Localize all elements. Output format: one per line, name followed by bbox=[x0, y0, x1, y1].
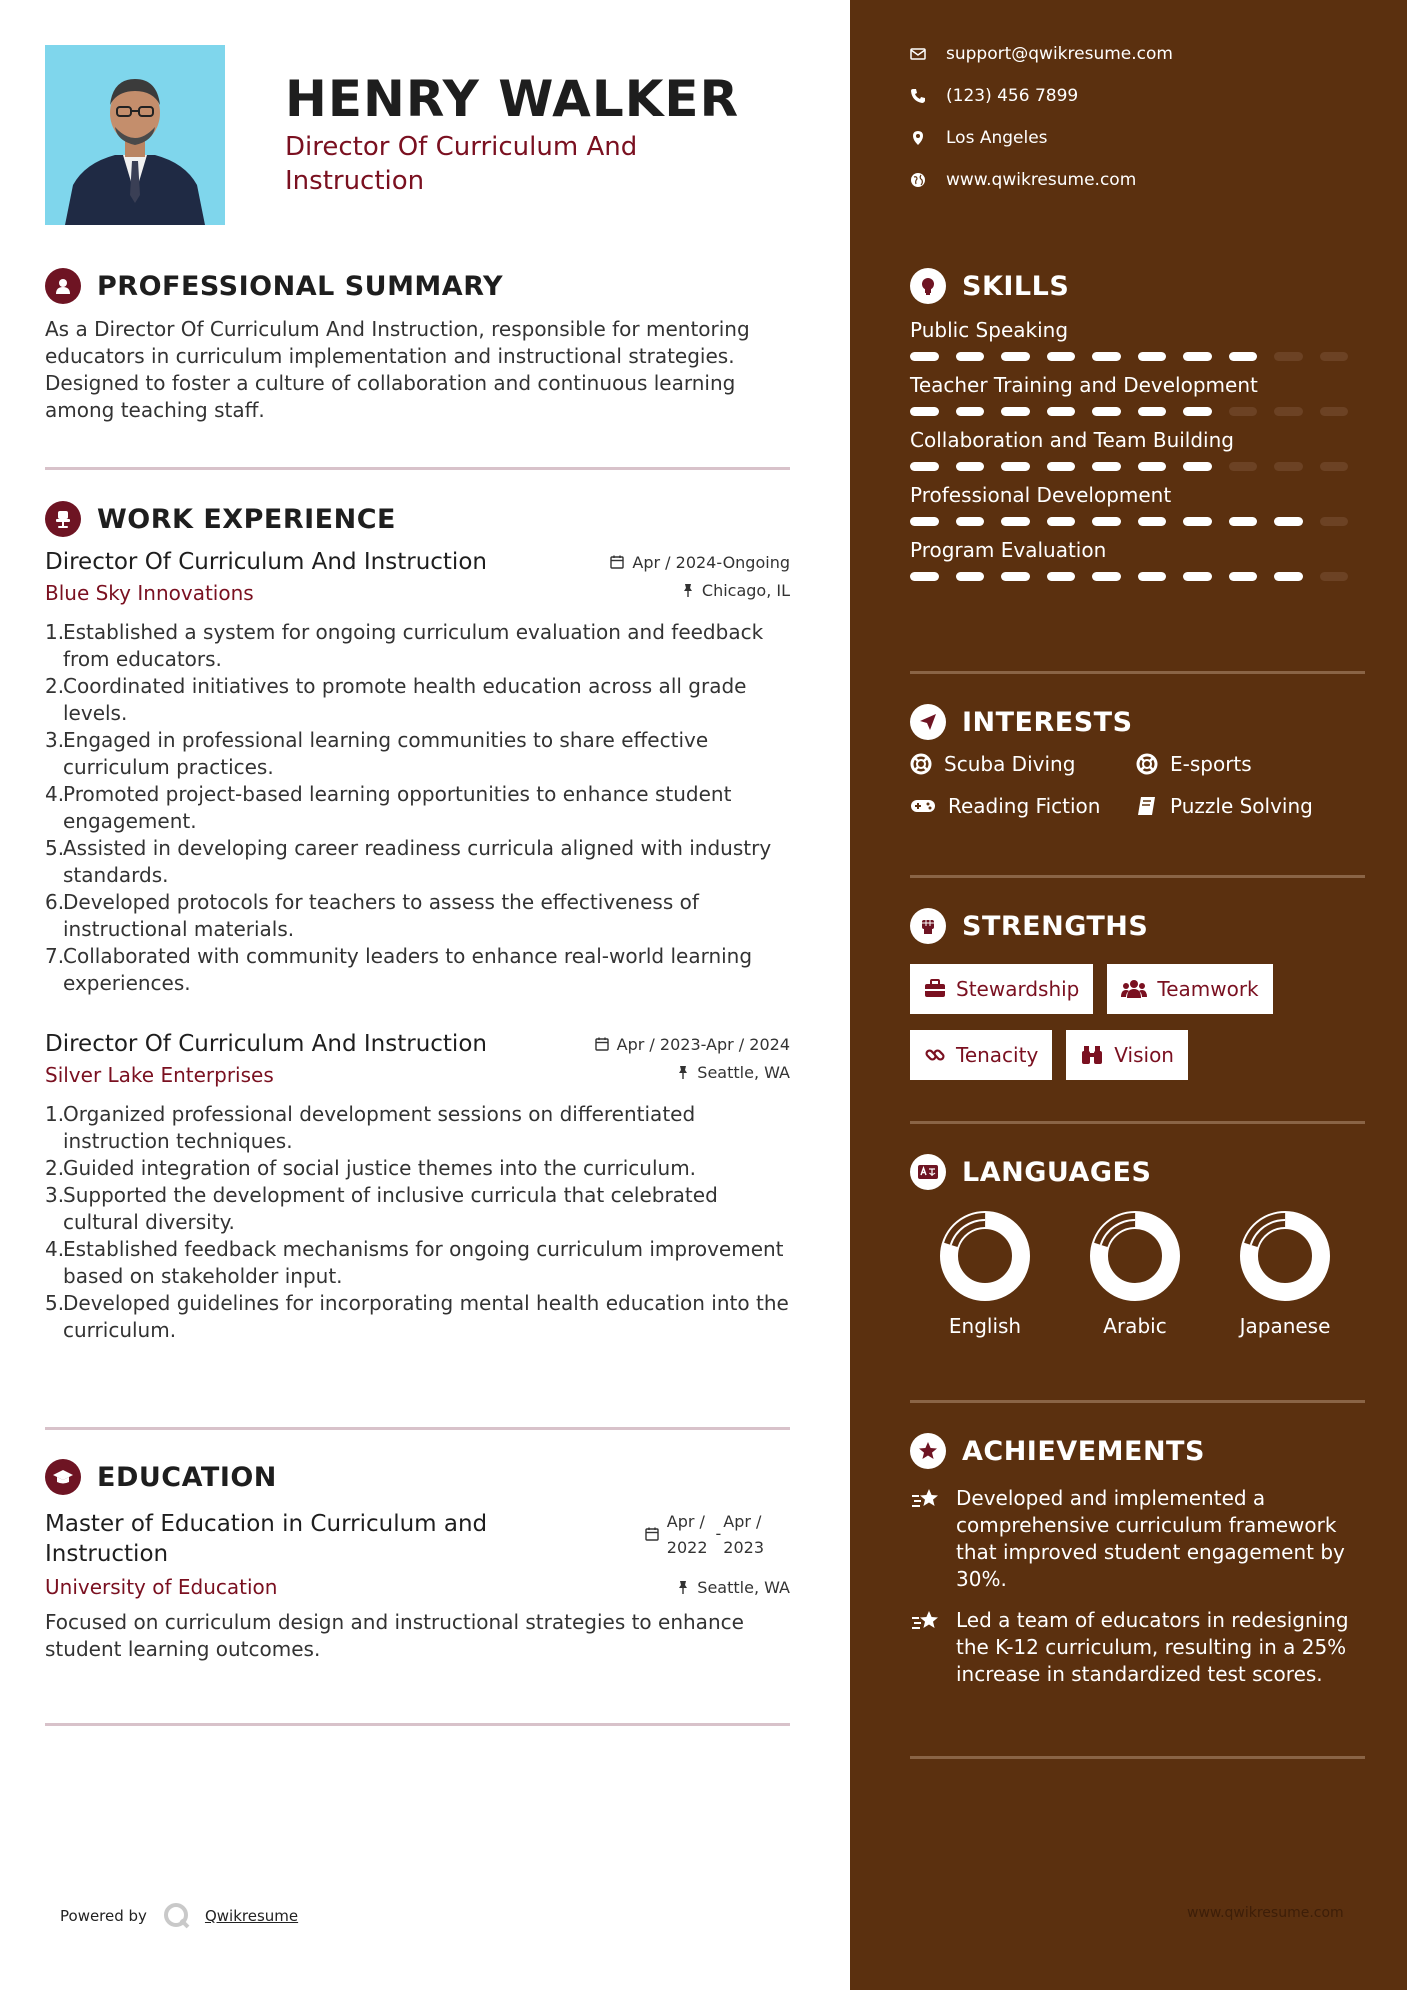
skill-item bbox=[910, 483, 1365, 526]
skill-level-dash bbox=[1047, 352, 1076, 361]
skill-level-dash bbox=[910, 352, 939, 361]
achievement-text: Developed and implemented a comprehensive curriculum framework that improved student engagement by 30%. bbox=[956, 1486, 1345, 1591]
school-name: University of Education bbox=[45, 1575, 278, 1599]
job-entry bbox=[45, 1031, 790, 1344]
skill-level-dash bbox=[1138, 352, 1167, 361]
skill-level-dash bbox=[1274, 517, 1303, 526]
work-experience-section bbox=[45, 499, 790, 1344]
interest-item bbox=[1136, 752, 1336, 776]
skill-level-dash bbox=[1183, 462, 1212, 471]
interest-item bbox=[910, 752, 1136, 776]
language-level-gauge bbox=[1237, 1208, 1333, 1304]
achievement-text: Led a team of educators in redesigning the K-12 curriculum, resulting in a 25% increase in standardized test scores. bbox=[956, 1608, 1349, 1686]
user-icon bbox=[45, 268, 81, 304]
skill-level-dash bbox=[1229, 407, 1258, 416]
education-dates bbox=[645, 1509, 764, 1569]
powered-by bbox=[60, 1902, 298, 1930]
strength-chip bbox=[1066, 1030, 1188, 1080]
map-marker-icon bbox=[910, 130, 926, 146]
divider bbox=[910, 875, 1365, 878]
skill-level-dash bbox=[1229, 352, 1258, 361]
skill-name: Program Evaluation bbox=[910, 538, 1107, 562]
divider bbox=[45, 1723, 790, 1726]
job-location-text: Chicago, IL bbox=[701, 580, 790, 600]
globe-icon bbox=[910, 172, 926, 188]
language-name: Japanese bbox=[1239, 1314, 1331, 1338]
office-chair-icon bbox=[45, 501, 81, 537]
contact-phone bbox=[910, 86, 1078, 106]
section-header bbox=[910, 906, 1365, 946]
raised-fist-icon bbox=[910, 908, 946, 944]
language-name: Arabic bbox=[1103, 1314, 1167, 1338]
section-title: EDUCATION bbox=[97, 1461, 277, 1493]
paper-plane-icon bbox=[910, 704, 946, 740]
list-item: 5. Assisted in developing career readiness curricula aligned with industry standards. bbox=[45, 836, 772, 887]
skill-level-dash bbox=[1092, 407, 1121, 416]
skill-level-dash bbox=[1138, 517, 1167, 526]
skill-level-dash bbox=[1001, 407, 1030, 416]
skill-level-dash bbox=[910, 462, 939, 471]
job-company: Blue Sky Innovations bbox=[45, 581, 254, 605]
language-item bbox=[1210, 1208, 1360, 1338]
section-header bbox=[910, 702, 1365, 742]
candidate-role: Director Of Curriculum And Instruction bbox=[285, 132, 638, 196]
section-title: ACHIEVEMENTS bbox=[962, 1435, 1205, 1467]
skill-level-dash bbox=[910, 572, 939, 581]
divider bbox=[45, 467, 790, 470]
section-header bbox=[910, 1152, 1365, 1192]
job-entry bbox=[45, 549, 790, 997]
job-dates bbox=[610, 553, 790, 572]
skills-section bbox=[910, 266, 1365, 581]
education-text: Focused on curriculum design and instructional strategies to enhance student learning outcomes. bbox=[45, 1610, 744, 1661]
end-month: Apr / bbox=[723, 1512, 762, 1531]
calendar-icon bbox=[610, 555, 624, 569]
section-header bbox=[910, 266, 1365, 306]
link-icon bbox=[924, 1044, 946, 1066]
divider bbox=[910, 1121, 1365, 1124]
skill-level-bar bbox=[910, 572, 1365, 581]
skill-name: Professional Development bbox=[910, 483, 1172, 507]
qwikresume-logo-icon bbox=[163, 1902, 191, 1930]
section-title: PROFESSIONAL SUMMARY bbox=[97, 270, 504, 302]
skill-level-dash bbox=[1001, 462, 1030, 471]
skill-level-bar bbox=[910, 462, 1365, 471]
section-header bbox=[45, 1457, 790, 1497]
calendar-icon bbox=[595, 1037, 609, 1051]
achievements-section bbox=[910, 1431, 1365, 1688]
skill-level-dash bbox=[1047, 517, 1076, 526]
school-location-text: Seattle, WA bbox=[697, 1577, 790, 1597]
skill-level-dash bbox=[1320, 407, 1349, 416]
skill-name: Teacher Training and Development bbox=[910, 373, 1258, 397]
list-item: 1. Established a system for ongoing curriculum evaluation and feedback from educators. bbox=[45, 620, 764, 671]
skill-level-dash bbox=[1229, 462, 1258, 471]
skill-level-dash bbox=[1092, 462, 1121, 471]
skill-name: Collaboration and Team Building bbox=[910, 428, 1234, 452]
achievement-item bbox=[910, 1485, 1365, 1593]
skill-item bbox=[910, 428, 1365, 471]
languages-section bbox=[910, 1152, 1365, 1338]
gamepad-icon bbox=[910, 797, 936, 815]
email-text[interactable]: support@qwikresume.com bbox=[946, 44, 1173, 64]
interests-section bbox=[910, 702, 1365, 818]
list-item: 7. Collaborated with community leaders to enhance real-world learning experiences. bbox=[45, 944, 753, 995]
section-title: WORK EXPERIENCE bbox=[97, 503, 396, 535]
list-item: 4. Promoted project-based learning opportunities to enhance student engagement. bbox=[45, 782, 732, 833]
pin-icon bbox=[682, 583, 694, 597]
job-dates bbox=[595, 1035, 790, 1054]
section-header bbox=[910, 1431, 1365, 1471]
section-title: LANGUAGES bbox=[962, 1156, 1152, 1188]
skill-level-bar bbox=[910, 407, 1365, 416]
school-location bbox=[677, 1578, 790, 1597]
profile-photo bbox=[45, 45, 225, 225]
job-company: Silver Lake Enterprises bbox=[45, 1063, 274, 1087]
skill-level-dash bbox=[1320, 517, 1349, 526]
skill-level-dash bbox=[1001, 572, 1030, 581]
interests-list bbox=[910, 752, 1365, 818]
calendar-icon bbox=[645, 1527, 659, 1541]
list-item: 2. Guided integration of social justice themes into the curriculum. bbox=[45, 1156, 697, 1180]
lifebuoy-icon bbox=[1136, 753, 1158, 775]
skill-level-dash bbox=[1320, 572, 1349, 581]
skill-level-dash bbox=[956, 352, 985, 361]
job-title: Director Of Curriculum And Instruction bbox=[45, 549, 487, 575]
skill-level-dash bbox=[1092, 352, 1121, 361]
language-level-gauge bbox=[937, 1208, 1033, 1304]
skill-item bbox=[910, 538, 1365, 581]
skill-level-dash bbox=[1138, 462, 1167, 471]
powered-by-label: Powered by bbox=[60, 1907, 147, 1925]
person-portrait bbox=[45, 45, 225, 225]
skill-level-dash bbox=[1320, 352, 1349, 361]
skill-level-dash bbox=[956, 462, 985, 471]
section-header bbox=[45, 266, 790, 306]
education-section bbox=[45, 1457, 790, 1663]
summary-text: As a Director Of Curriculum And Instruction, responsible for mentoring educators in curriculum implementation and instructional strategies. Designed to foster a culture of collaboration and continuous learning among teaching staff. bbox=[45, 317, 750, 422]
pin-icon bbox=[677, 1580, 689, 1594]
job-bullets bbox=[45, 1101, 790, 1344]
contact-website bbox=[910, 170, 1136, 190]
skills-list bbox=[910, 318, 1365, 581]
skill-level-dash bbox=[956, 572, 985, 581]
skill-level-dash bbox=[1047, 462, 1076, 471]
start-month: Apr / bbox=[666, 1512, 705, 1531]
date-separator: - bbox=[715, 1524, 722, 1543]
list-item: 1. Organized professional development sessions on differentiated instruction techniques. bbox=[45, 1102, 696, 1153]
list-item: 4. Established feedback mechanisms for ongoing curriculum improvement based on stakeholder input. bbox=[45, 1237, 784, 1288]
list-item: 2. Coordinated initiatives to promote health education across all grade levels. bbox=[45, 674, 747, 725]
skill-name: Public Speaking bbox=[910, 318, 1069, 342]
star-badge-icon bbox=[910, 1433, 946, 1469]
shooting-star-icon bbox=[910, 1609, 942, 1635]
degree-title: Master of Education in Curriculum and Instruction bbox=[45, 1511, 488, 1567]
shooting-star-icon bbox=[910, 1487, 942, 1513]
skill-level-dash bbox=[1092, 517, 1121, 526]
start-year: 2022 bbox=[666, 1538, 708, 1557]
skill-level-dash bbox=[1320, 462, 1349, 471]
pin-icon bbox=[677, 1065, 689, 1079]
envelope-icon bbox=[910, 47, 926, 61]
candidate-name: HENRY WALKER bbox=[285, 70, 740, 128]
contact-location bbox=[910, 128, 1048, 148]
footer-website: www.qwikresume.com bbox=[1187, 1905, 1344, 1921]
job-dates-text: Apr / 2023-Apr / 2024 bbox=[616, 1034, 790, 1054]
skill-item bbox=[910, 373, 1365, 416]
interest-label: E-sports bbox=[1170, 752, 1252, 776]
job-bullets bbox=[45, 619, 790, 997]
strength-chip bbox=[910, 964, 1093, 1014]
briefcase-icon bbox=[924, 979, 946, 999]
section-title: STRENGTHS bbox=[962, 910, 1149, 942]
job-location-text: Seattle, WA bbox=[697, 1062, 790, 1082]
skill-item bbox=[910, 318, 1365, 361]
strength-chip bbox=[1107, 964, 1272, 1014]
strength-label: Teamwork bbox=[1157, 977, 1259, 1001]
skill-level-dash bbox=[1229, 572, 1258, 581]
education-row bbox=[45, 1509, 790, 1569]
divider bbox=[45, 1427, 790, 1430]
list-item: 3. Supported the development of inclusive curricula that celebrated cultural diversity. bbox=[45, 1183, 718, 1234]
skill-level-dash bbox=[1047, 572, 1076, 581]
lightbulb-icon bbox=[910, 268, 946, 304]
skill-level-dash bbox=[1274, 572, 1303, 581]
skill-level-bar bbox=[910, 352, 1365, 361]
job-location bbox=[682, 581, 790, 600]
binoculars-icon bbox=[1080, 1045, 1104, 1065]
skill-level-dash bbox=[910, 407, 939, 416]
skill-level-dash bbox=[1183, 407, 1212, 416]
location-text: Los Angeles bbox=[946, 128, 1048, 148]
skill-level-dash bbox=[956, 517, 985, 526]
divider bbox=[910, 1756, 1365, 1759]
list-item: 5. Developed guidelines for incorporating mental health education into the curriculum. bbox=[45, 1291, 789, 1342]
skill-level-dash bbox=[1183, 352, 1212, 361]
skill-level-dash bbox=[1183, 572, 1212, 581]
professional-summary-section bbox=[45, 266, 790, 424]
strengths-section bbox=[910, 906, 1365, 1096]
phone-icon bbox=[910, 88, 926, 104]
language-item bbox=[910, 1208, 1060, 1338]
graduation-cap-icon bbox=[45, 1459, 81, 1495]
languages-list bbox=[910, 1208, 1365, 1338]
interest-label: Reading Fiction bbox=[948, 794, 1101, 818]
interest-label: Scuba Diving bbox=[944, 752, 1076, 776]
divider bbox=[910, 671, 1365, 674]
skill-level-dash bbox=[1047, 407, 1076, 416]
skill-level-dash bbox=[1274, 352, 1303, 361]
list-item: 3. Engaged in professional learning communities to share effective curriculum practices. bbox=[45, 728, 709, 779]
strengths-list bbox=[910, 964, 1365, 1096]
translate-icon bbox=[910, 1154, 946, 1190]
phone-text: (123) 456 7899 bbox=[946, 86, 1079, 106]
brand-link[interactable]: Qwikresume bbox=[204, 1907, 299, 1925]
book-icon bbox=[1136, 795, 1158, 817]
skill-level-dash bbox=[1092, 572, 1121, 581]
strength-label: Stewardship bbox=[956, 977, 1080, 1001]
skill-level-dash bbox=[910, 517, 939, 526]
strength-chip bbox=[910, 1030, 1052, 1080]
skill-level-dash bbox=[1229, 517, 1258, 526]
skill-level-dash bbox=[1001, 517, 1030, 526]
job-title: Director Of Curriculum And Instruction bbox=[45, 1031, 487, 1057]
skill-level-dash bbox=[956, 407, 985, 416]
skill-level-dash bbox=[1001, 352, 1030, 361]
sidebar bbox=[850, 0, 1407, 1990]
section-title: INTERESTS bbox=[962, 706, 1133, 738]
skill-level-dash bbox=[1138, 407, 1167, 416]
website-text[interactable]: www.qwikresume.com bbox=[946, 170, 1137, 190]
language-name: English bbox=[948, 1314, 1022, 1338]
skill-level-dash bbox=[1138, 572, 1167, 581]
skill-level-bar bbox=[910, 517, 1365, 526]
strength-label: Vision bbox=[1114, 1043, 1174, 1067]
interest-item bbox=[1136, 794, 1336, 818]
end-year: 2023 bbox=[723, 1538, 764, 1557]
skill-level-dash bbox=[1183, 517, 1212, 526]
list-item: 6. Developed protocols for teachers to assess the effectiveness of instructional materials. bbox=[45, 890, 699, 941]
skill-level-dash bbox=[1274, 462, 1303, 471]
language-level-gauge bbox=[1087, 1208, 1183, 1304]
job-dates-text: Apr / 2024-Ongoing bbox=[632, 552, 790, 572]
section-header bbox=[45, 499, 790, 539]
interest-item bbox=[910, 794, 1136, 818]
interest-label: Puzzle Solving bbox=[1170, 794, 1313, 818]
skill-level-dash bbox=[1274, 407, 1303, 416]
job-location bbox=[677, 1063, 790, 1082]
language-item bbox=[1060, 1208, 1210, 1338]
lifebuoy-icon bbox=[910, 753, 932, 775]
achievement-item bbox=[910, 1607, 1365, 1688]
strength-label: Tenacity bbox=[956, 1043, 1039, 1067]
section-title: SKILLS bbox=[962, 270, 1070, 302]
users-icon bbox=[1121, 979, 1147, 999]
contact-email bbox=[910, 44, 1173, 64]
divider bbox=[910, 1400, 1365, 1403]
